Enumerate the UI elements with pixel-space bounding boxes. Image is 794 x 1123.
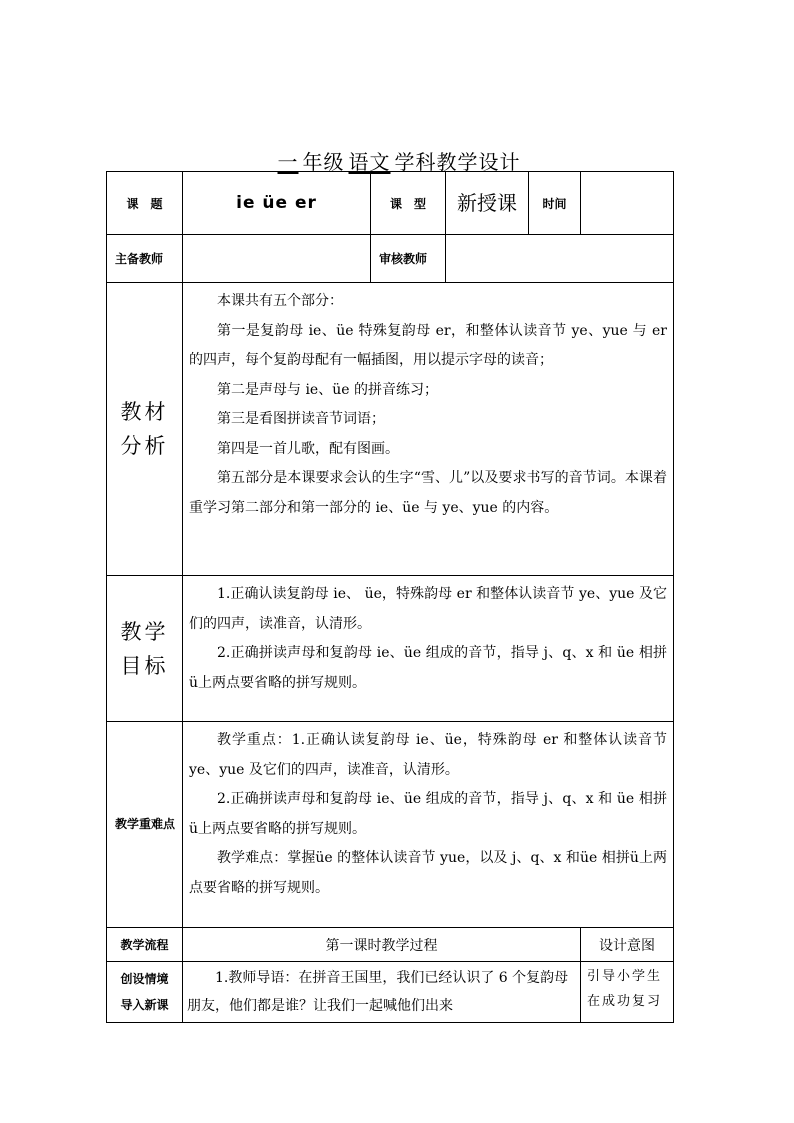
time-value (581, 172, 674, 235)
intent-header: 设计意图 (581, 928, 674, 962)
goals-paragraph: 2.正确拼读声母和复韵母 ie、üe 组成的音节，指导 j、q、x 和 üe 相拼ü上两点要省略的拼写规则。 (189, 645, 667, 691)
key-points-label: 教学重难点 (115, 817, 176, 831)
type-value: 新授课 (457, 191, 517, 215)
analysis-content (183, 283, 674, 576)
key-points-row (107, 722, 674, 928)
type-label: 课 型 (371, 172, 446, 235)
intro-content (183, 962, 581, 1023)
goals-content (183, 576, 674, 722)
intro-label-line2: 导入新课 (120, 998, 169, 1012)
title-suffix: 学科教学设计 (394, 150, 521, 174)
analysis-paragraph: 本课共有五个部分： (217, 293, 343, 309)
key-points-paragraph: 教学难点：掌握üe 的整体认读音节 yue，以及 j、q、x 和üe 相拼ü上两点要省略的拼写规则。 (189, 850, 667, 896)
topic-row (107, 172, 674, 235)
time-label: 时间 (529, 172, 581, 235)
analysis-label-cell (107, 283, 183, 576)
teacher-row (107, 235, 674, 283)
intro-label-cell (107, 962, 183, 1023)
topic-label: 课 题 (107, 172, 183, 235)
intro-note (581, 962, 674, 1023)
reviewer-label: 审核教师 (371, 235, 446, 283)
analysis-label: 教材分析 (120, 400, 169, 458)
type-cell (446, 172, 529, 235)
analysis-paragraph: 第四是一首儿歌，配有图画。 (217, 440, 399, 457)
title-subject: 语文 (348, 150, 391, 174)
title-grade-suffix: 年级 (302, 150, 345, 174)
goals-paragraph: 1.正确认读复韵母 ie、 üe，特殊韵母 er 和整体认读音节 ye、yue 及它们的四声，读准音，认清形。 (189, 586, 667, 632)
goals-label: 教学目标 (120, 619, 169, 678)
reviewer-value (446, 235, 674, 283)
key-points-label-cell (107, 722, 183, 928)
teacher-value (183, 235, 371, 283)
intro-text: 1.教师导语：在拼音王国里，我们已经认识了 6 个复韵母朋友，他们都是谁？让我们一起喊他们出来 (187, 970, 569, 1014)
teacher-label: 主备教师 (107, 235, 183, 283)
analysis-paragraph: 第二是声母与 ie、üe 的拼音练习； (217, 381, 438, 398)
key-points-content (183, 722, 674, 928)
intro-note-line1: 引导小学生 (587, 969, 663, 984)
title-grade: 一 (277, 150, 299, 174)
lesson-plan-table (106, 171, 674, 1023)
goals-row (107, 576, 674, 722)
analysis-paragraph: 第一是复韵母 ie、üe 特殊复韵母 er，和整体认读音节 ye、yue 与 er 的四声，每个复韵母配有一幅插图，用以提示字母的读音； (189, 322, 667, 368)
goals-label-cell (107, 576, 183, 722)
intro-label (107, 966, 182, 1018)
intro-row (107, 962, 674, 1023)
key-points-paragraph: 教学重点：1.正确认读复韵母 ie、üe，特殊韵母 er 和整体认读音节 ye、yue 及它们的四声，读准音，认清形。 (189, 732, 667, 778)
analysis-paragraph: 第五部分是本课要求会认的生字“雪、儿”以及要求书写的音节词。本课着重学习第二部分和第一部分的 ie、üe 与 ye、yue 的内容。 (189, 470, 667, 516)
process-header-row (107, 928, 674, 962)
process-label: 教学流程 (107, 928, 183, 962)
key-points-paragraph: 2.正确拼读声母和复韵母 ie、üe 组成的音节，指导 j、q、x 和 üe 相拼ü上两点要省略的拼写规则。 (189, 791, 667, 837)
analysis-row (107, 283, 674, 576)
topic-value: ie üe er (183, 172, 371, 235)
analysis-paragraph: 第三是看图拼读音节词语； (217, 411, 385, 427)
process-header: 第一课时教学过程 (183, 928, 581, 962)
intro-label-line1: 创设情境 (120, 972, 169, 986)
intro-note-line2: 在成功复习 (587, 994, 663, 1009)
